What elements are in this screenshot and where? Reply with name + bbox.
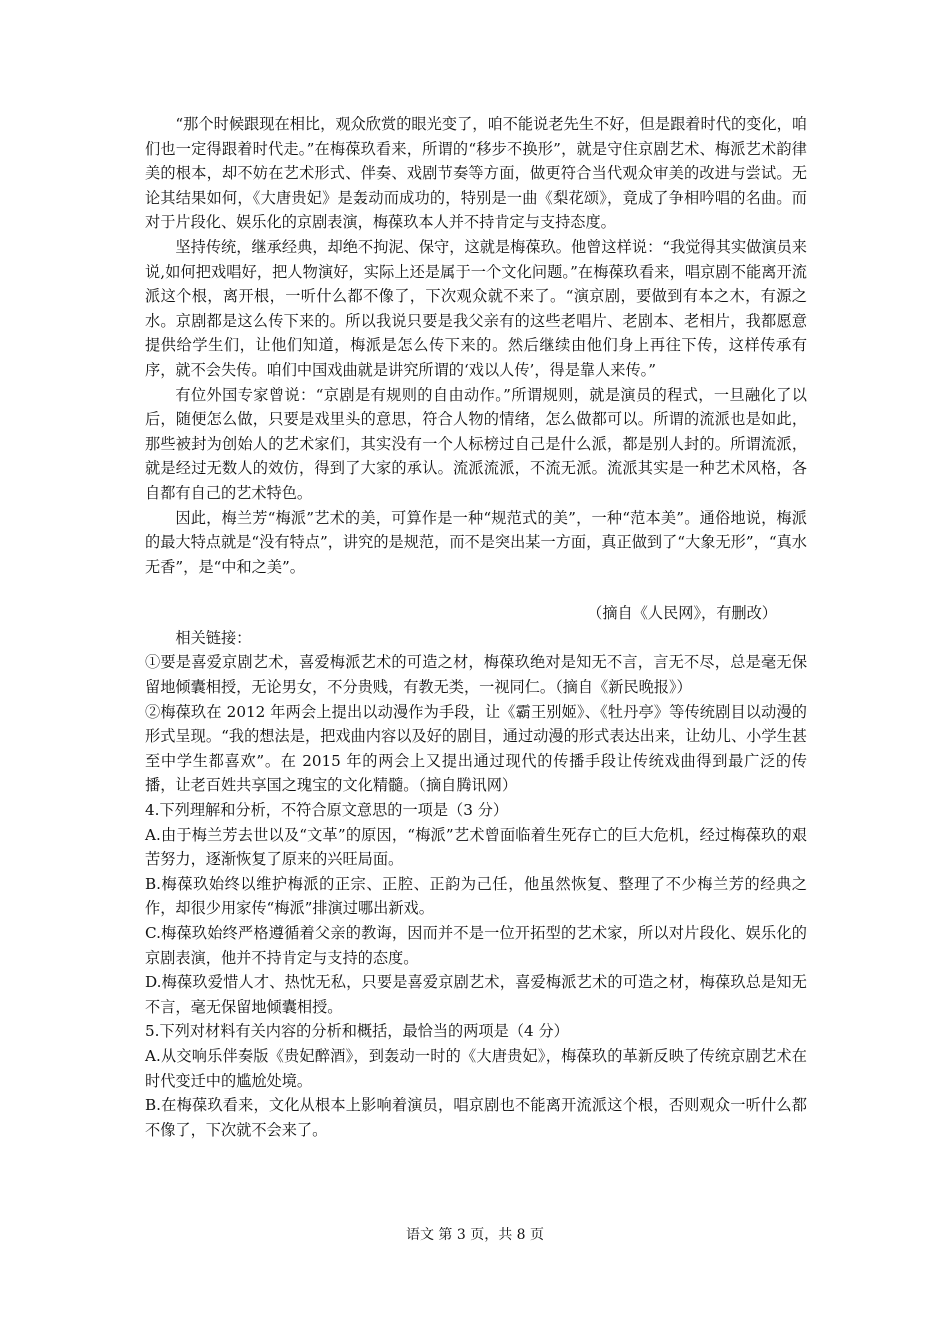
article-paragraph-1: “那个时候跟现在相比，观众欣赏的眼光变了，咱不能说老先生不好，但是跟着时代的变化，咱们也一定得跟着时代走。”在梅葆玖看来，所谓的“移步不换形”，就是守住京剧艺术、梅派艺术韵律美的根本，却不妨在艺术形式、伴奏、戏剧节奏等方面，做更符合当代观众审美的改进与尝试。无论其结果如何，《大唐贵妃》是轰动而成功的，特别是一曲《梨花颂》，竟成了争相吟唱的名曲。而对于片段化、娱乐化的京剧表演，梅葆玖本人并不持肯定与支持态度。 <box>145 115 807 232</box>
question-5-option-b: B.在梅葆玖看来，文化从根本上影响着演员，唱京剧也不能离开流派这个根，否则观众一听什么都不像了，下次就不会来了。 <box>145 1096 807 1139</box>
related-links-title: 相关链接： <box>175 628 252 647</box>
article-paragraph-4: 因此，梅兰芳“梅派”艺术的美，可算作是一种“规范式的美”，一种“范本美”。通俗地说，梅派的最大特点就是“没有特点”，讲究的是规范，而不是突出某一方面，真正做到了“大象无形”，“真水无香”，是“中和之美”。 <box>145 508 807 576</box>
question-4-option-b: B.梅葆玖始终以维护梅派的正宗、正腔、正韵为己任，他虽然恢复、整理了不少梅兰芳的经典之作，却很少用家传“梅派”排演过哪出新戏。 <box>145 874 807 918</box>
related-link-1: ①要是喜爱京剧艺术，喜爱梅派艺术的可造之材，梅葆玖绝对是知无不言，言无不尽，总是毫无保留地倾囊相授，无论男女，不分贵贱，有教无类，一视同仁。（摘自《新民晚报》） <box>145 653 807 697</box>
spacer <box>145 579 807 601</box>
question-4-stem: 4.下列理解和分析，不符合原文意思的一项是（3 分） <box>145 801 509 820</box>
related-link-2: ②梅葆玖在 2012 年两会上提出以动漫作为手段，让《霸王别姬》、《牡丹亭》等传统剧目以动漫的形式呈现。“我的想法是，把戏曲内容以及好的剧目，通过动漫的形式表达出来，让幼儿、小学生甚至中学生都喜欢”。在 2015 年的两会上又提出通过现代的传播手段让传统戏曲得到最广泛的传播，让老百姓共享国之瑰宝的文化精髓。（摘自腾讯网） <box>145 702 807 795</box>
article-source: （摘自《人民网》，有删改） <box>587 604 777 623</box>
article-paragraph-2: 坚持传统，继承经典，却绝不拘泥、保守，这就是梅葆玖。他曾这样说：“我觉得其实做演员来说,如何把戏唱好，把人物演好，实际上还是属于一个文化问题。”在梅葆玖看来，唱京剧不能离开流派这个根，离开根，一听什么都不像了，下次观众就不来了。“演京剧，要做到有本之木，有源之水。京剧都是这么传下来的。所以我说只要是我父亲有的这些老唱片、老剧本、老相片，我都愿意提供给学生们，让他们知道，梅派是怎么传下来的。然后继续由他们身上再往下传，这样传承有序，就不会失传。咱们中国戏曲就是讲究所谓的‘戏以人传’，得是靠人来传。” <box>145 237 807 379</box>
article-paragraph-3: 有位外国专家曾说：“京剧是有规则的自由动作。”所谓规则，就是演员的程式，一旦融化了以后，随便怎么做，只要是戏里头的意思，符合人物的情绪，怎么做都可以。所谓的流派也是如此，那些被封为创始人的艺术家们，其实没有一个人标榜过自己是什么派，都是别人封的。所谓流派，就是经过无数人的效仿，得到了大家的承认。流派流派，不流无派。流派其实是一种艺术风格，各自都有自己的艺术特色。 <box>145 385 807 502</box>
question-4-option-a: A.由于梅兰芳去世以及“文革”的原因，“梅派”艺术曾面临着生死存亡的巨大危机，经过梅葆玖的艰苦努力，逐渐恢复了原来的兴旺局面。 <box>145 825 807 869</box>
exam-page-content <box>145 112 807 1142</box>
question-4-option-d: D.梅葆玖爱惜人才、热忱无私，只要是喜爱京剧艺术，喜爱梅派艺术的可造之材，梅葆玖总是知无不言，毫无保留地倾囊相授。 <box>145 973 807 1016</box>
question-5-stem: 5.下列对材料有关内容的分析和概括，最恰当的两项是（4 分） <box>145 1022 569 1041</box>
question-4-option-c: C.梅葆玖始终严格遵循着父亲的教诲，因而并不是一位开拓型的艺术家，所以对片段化、娱乐化的京剧表演，他并不持肯定与支持的态度。 <box>145 924 807 967</box>
page-footer: 语文 第 3 页，共 8 页 <box>405 1227 545 1243</box>
question-5-option-a: A.从交响乐伴奏版《贵妃醉酒》，到轰动一时的《大唐贵妃》，梅葆玖的革新反映了传统京剧艺术在时代变迁中的尴尬处境。 <box>145 1046 807 1090</box>
